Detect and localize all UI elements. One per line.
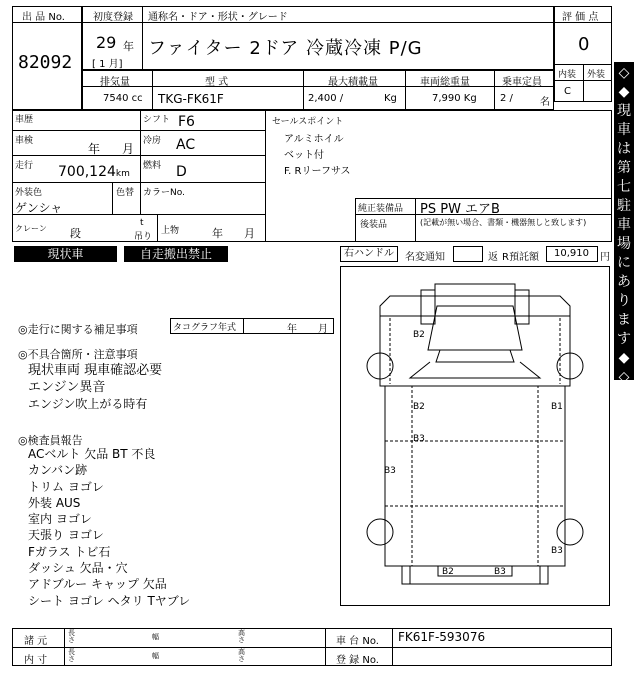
shift-label: シフト — [143, 115, 171, 125]
ac-label: 冷房 — [143, 136, 162, 146]
standard-equipment: PS PW エアB — [420, 202, 500, 217]
displacement: 7540 cc — [103, 93, 143, 104]
right-hand-drive: 右ハンドル — [340, 246, 398, 262]
fuel-label: 燃料 — [143, 161, 162, 171]
chassis-number-label: 車 台 No. — [336, 636, 379, 647]
registration-year-unit: 年 — [123, 40, 134, 53]
defects-header: ◎不具合箇所・注意事項 — [18, 348, 138, 361]
damage-mark: B2 — [442, 567, 454, 577]
recycle-deposit-unit: 円 — [600, 252, 610, 263]
sales-point-item: アルミホイル — [284, 134, 344, 145]
sales-points-label: セールスポイント — [272, 117, 344, 127]
sales-point-item: F. Rリーフサス — [284, 166, 351, 177]
damage-mark: B3 — [494, 567, 506, 577]
height-label: 高さ — [238, 629, 245, 644]
recycle-deposit-label: R預託額 — [502, 252, 539, 263]
inner-width-label: 幅 — [152, 652, 159, 660]
inner-height-label: 高さ — [238, 648, 245, 663]
crane-stage: 段 — [70, 227, 81, 240]
crane-label: クレーン — [15, 224, 47, 233]
standard-equipment-label: 純正装備品 — [358, 204, 404, 214]
sales-point-item: ベット付 — [284, 150, 324, 161]
damage-mark: B2 — [413, 402, 425, 412]
damage-mark: B3 — [551, 546, 563, 556]
inspector-item: カンバン跡 — [28, 463, 88, 478]
score-value: 0 — [578, 34, 590, 55]
inspector-report-header: ◎検査員報告 — [18, 434, 83, 447]
inspector-item: ダッシュ 欠品・穴 — [28, 561, 128, 576]
damage-mark: B2 — [413, 330, 425, 340]
max-load-label: 最大積載量 — [328, 77, 378, 88]
dimensions-label: 諸 元 — [24, 636, 48, 647]
mileage-label: 走行 — [15, 161, 34, 171]
capacity-label: 乗車定員 — [502, 77, 542, 88]
tachograph-year: 年 — [287, 324, 297, 335]
shift-value: F6 — [178, 114, 195, 130]
defect-item: エンジン吹上がる時有 — [28, 397, 148, 411]
inspector-item: 天張り ヨゴレ — [28, 528, 104, 543]
inspector-item: トリム ヨゴレ — [28, 479, 104, 494]
model-code-label: 型 式 — [205, 77, 229, 88]
mileage-value: 700,124km — [58, 164, 130, 180]
no-self-drive-banner: 自走搬出禁止 — [124, 246, 228, 262]
gross-weight: 7,990 Kg — [432, 93, 477, 104]
fuel-value: D — [176, 164, 187, 180]
color-number-label: カラーNo. — [143, 188, 185, 198]
max-load: 2,400 / — [308, 93, 344, 104]
defect-item: 現状車両 現車確認必要 — [28, 363, 163, 378]
capacity-unit: 名 — [540, 97, 550, 108]
capacity: 2 / — [500, 93, 513, 104]
width-label: 幅 — [152, 633, 159, 641]
inspector-item: 室内 ヨゴレ — [28, 512, 92, 527]
inspector-item: 外装 AUS — [28, 495, 81, 510]
defects-list — [28, 362, 162, 413]
exterior-grade-label: 外装 — [587, 70, 606, 80]
damage-mark: B1 — [551, 402, 563, 412]
aftermarket-label: 後装品 — [360, 220, 388, 230]
upper-body-month: 月 — [244, 227, 255, 240]
history-label: 車歴 — [15, 115, 34, 125]
tachograph-month: 月 — [318, 324, 328, 335]
gross-weight-label: 車両総重量 — [420, 77, 470, 88]
model-code: TKG-FK61F — [158, 92, 224, 106]
tachograph-label: タコグラフ年式 — [173, 323, 237, 333]
lot-number-label: 出 品 No. — [22, 12, 65, 23]
inspection-label: 車検 — [15, 136, 34, 146]
inner-length-label: 長さ — [68, 648, 75, 663]
tax-return-label: 返 — [488, 252, 498, 263]
inner-dimensions-label: 内 寸 — [24, 655, 48, 666]
truck-diagram — [340, 266, 610, 606]
recycle-deposit: 10,910 — [554, 248, 589, 259]
aftermarket-note: (記載が無い場合、書類・機器無しと致します) — [420, 218, 587, 227]
inspector-item: アドブルー キャップ 欠品 — [28, 577, 167, 592]
driving-notes-header: ◎走行に関する補足事項 — [18, 323, 138, 336]
inspector-item: ACベルト 欠品 BT 不良 — [28, 447, 156, 461]
length-label: 長さ — [68, 629, 75, 644]
score-label: 評 価 点 — [562, 12, 599, 23]
lot-number: 82092 — [18, 52, 73, 73]
registration-number-label: 登 録 No. — [336, 655, 379, 666]
exterior-color: ゲンシャ — [15, 201, 63, 215]
max-load-unit: Kg — [384, 93, 397, 104]
inspector-item: Fガラス トビ石 — [28, 544, 111, 559]
vehicle-model-name: ファイター 2ドア 冷蔵冷凍 P/G — [148, 38, 423, 59]
inspector-item: シート ヨゴレ ヘタリ Tヤブレ — [28, 593, 191, 608]
name-change-label: 名変通知 — [405, 252, 445, 263]
crane-hang: 吊り — [134, 232, 153, 242]
vehicle-name-label: 通称名・ドア・形状・グレード — [148, 12, 288, 23]
registration-year: 29 — [96, 33, 117, 52]
upper-body-label: 上物 — [161, 226, 180, 236]
interior-grade-label: 内装 — [558, 70, 577, 80]
upper-body-year: 年 — [212, 227, 223, 240]
side-notice-banner: ◇ ◆ 現 車 は 第 七 駐 車 場 に あ り ま す ◆ ◇ — [614, 62, 634, 380]
color-change-label: 色替 — [116, 188, 135, 198]
first-registration-label: 初度登録 — [93, 12, 133, 23]
displacement-label: 排気量 — [100, 77, 130, 88]
interior-grade: C — [564, 86, 571, 97]
ac-value: AC — [176, 137, 196, 153]
registration-month: [ 1 月] — [92, 59, 123, 70]
current-car-banner: 現状車 — [14, 246, 117, 262]
damage-mark: B3 — [413, 434, 425, 444]
inspector-report-list — [28, 446, 190, 609]
crane-ton: t — [140, 218, 144, 228]
damage-mark: B3 — [384, 466, 396, 476]
chassis-number: FK61F-593076 — [398, 630, 486, 644]
name-change-box — [453, 246, 483, 262]
inspection-year: 年 — [88, 142, 101, 156]
defect-item: エンジン異音 — [28, 380, 106, 395]
exterior-color-label: 外装色 — [15, 188, 43, 198]
inspection-month: 月 — [122, 142, 135, 156]
